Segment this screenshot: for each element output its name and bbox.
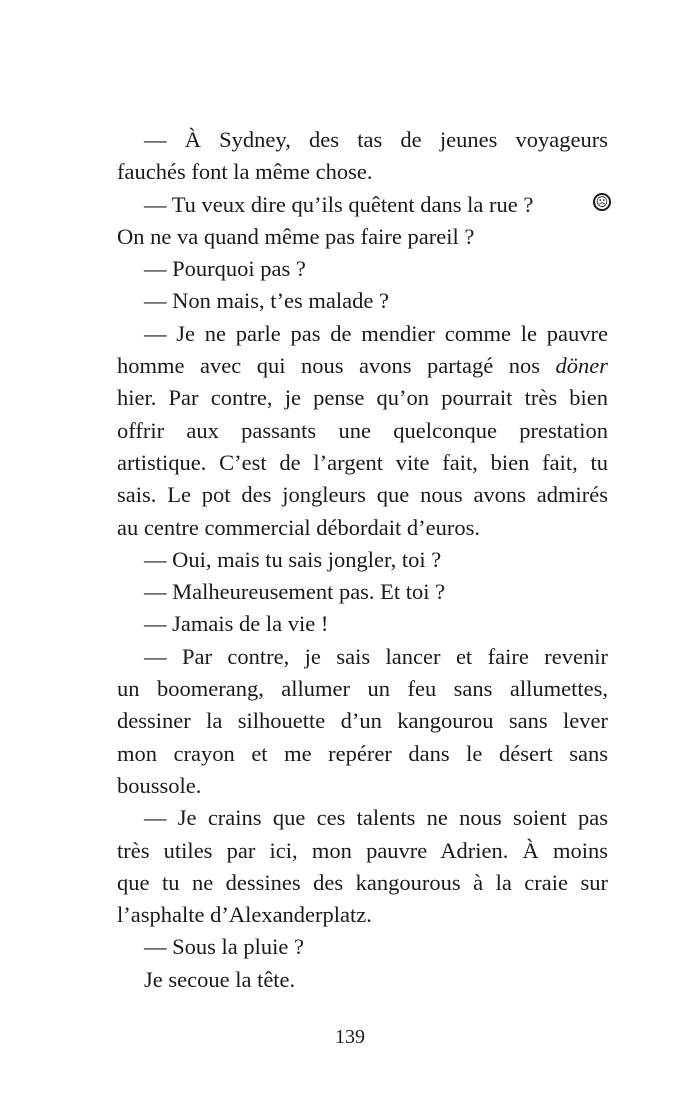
text-line-content: artistique. C’est de l’argent vite fait, bien fait, tu	[117, 449, 608, 475]
text-line-content: mon crayon et me repérer dans le désert sans	[117, 740, 608, 766]
text-line-content: fauchés font la même chose.	[117, 159, 373, 185]
text-line	[117, 124, 608, 156]
text-line-content: dessiner la silhouette d’un kangourou sans lever	[117, 708, 608, 734]
text-line-content: — À Sydney, des tas de jeunes voyageurs	[144, 127, 608, 152]
text-line	[117, 512, 608, 544]
text-line	[117, 382, 608, 414]
text-line-content: — Je crains que ces talents ne nous soient pas	[144, 805, 608, 831]
page-number: 139	[335, 1026, 365, 1048]
text-line-content: très utiles par ici, mon pauvre Adrien. À moins	[117, 837, 608, 863]
text-line-content: — Par contre, je sais lancer et faire revenir	[144, 643, 608, 669]
sad-face-icon: ☹	[593, 193, 611, 211]
text-line	[117, 802, 608, 834]
text-line	[117, 253, 608, 285]
text-line	[117, 350, 608, 382]
text-line-content: offrir aux passants une quelconque prestation	[117, 417, 608, 443]
italic-word: döner	[555, 353, 608, 379]
text-line	[117, 415, 608, 447]
text-line-content: — Oui, mais tu sais jongler, toi ?	[144, 546, 442, 572]
text-line	[117, 285, 608, 317]
text-line	[117, 156, 608, 188]
text-line	[117, 931, 608, 963]
text-line	[117, 189, 608, 221]
text-line-content: homme avec qui nous avons partagé nos	[117, 353, 556, 379]
text-line-content: l’asphalte d’Alexanderplatz.	[117, 902, 372, 928]
text-line-content: au centre commercial débordait d’euros.	[117, 514, 480, 540]
text-line	[117, 738, 608, 770]
text-line-content: — Pourquoi pas ?	[144, 256, 306, 282]
text-line	[117, 867, 608, 899]
text-line-content: boussole.	[117, 772, 202, 798]
text-line	[117, 608, 608, 640]
text-line	[117, 447, 608, 479]
text-line-content: que tu ne dessines des kangourous à la craie sur	[117, 869, 608, 895]
text-line-content: — Tu veux dire qu’ils quêtent dans la rue ?	[144, 191, 534, 217]
text-line-content: hier. Par contre, je pense qu’on pourrait très bien	[117, 385, 608, 411]
text-line-content: — Jamais de la vie !	[144, 611, 329, 637]
text-line	[117, 673, 608, 705]
text-line	[117, 641, 608, 673]
page-body	[117, 124, 608, 996]
text-line	[117, 221, 608, 253]
text-line-content: — Je ne parle pas de mendier comme le pauvre	[144, 320, 608, 346]
text-line-content: — Malheureusement pas. Et toi ?	[144, 579, 446, 605]
text-line-content: Je secoue la tête.	[144, 966, 296, 992]
text-line	[117, 899, 608, 931]
text-line-content: — Sous la pluie ?	[144, 934, 304, 960]
text-line	[117, 576, 608, 608]
text-line	[117, 479, 608, 511]
text-line	[117, 705, 608, 737]
text-line-content: — Non mais, t’es malade ?	[144, 288, 389, 314]
text-line-content: On ne va quand même pas faire pareil ?	[117, 223, 475, 249]
text-line	[117, 544, 608, 576]
text-line	[117, 964, 608, 996]
text-line	[117, 835, 608, 867]
text-line-content: sais. Le pot des jongleurs que nous avons admirés	[117, 482, 608, 508]
text-line	[117, 770, 608, 802]
text-line	[117, 318, 608, 350]
text-line-content: un boomerang, allumer un feu sans allumettes,	[117, 676, 608, 702]
